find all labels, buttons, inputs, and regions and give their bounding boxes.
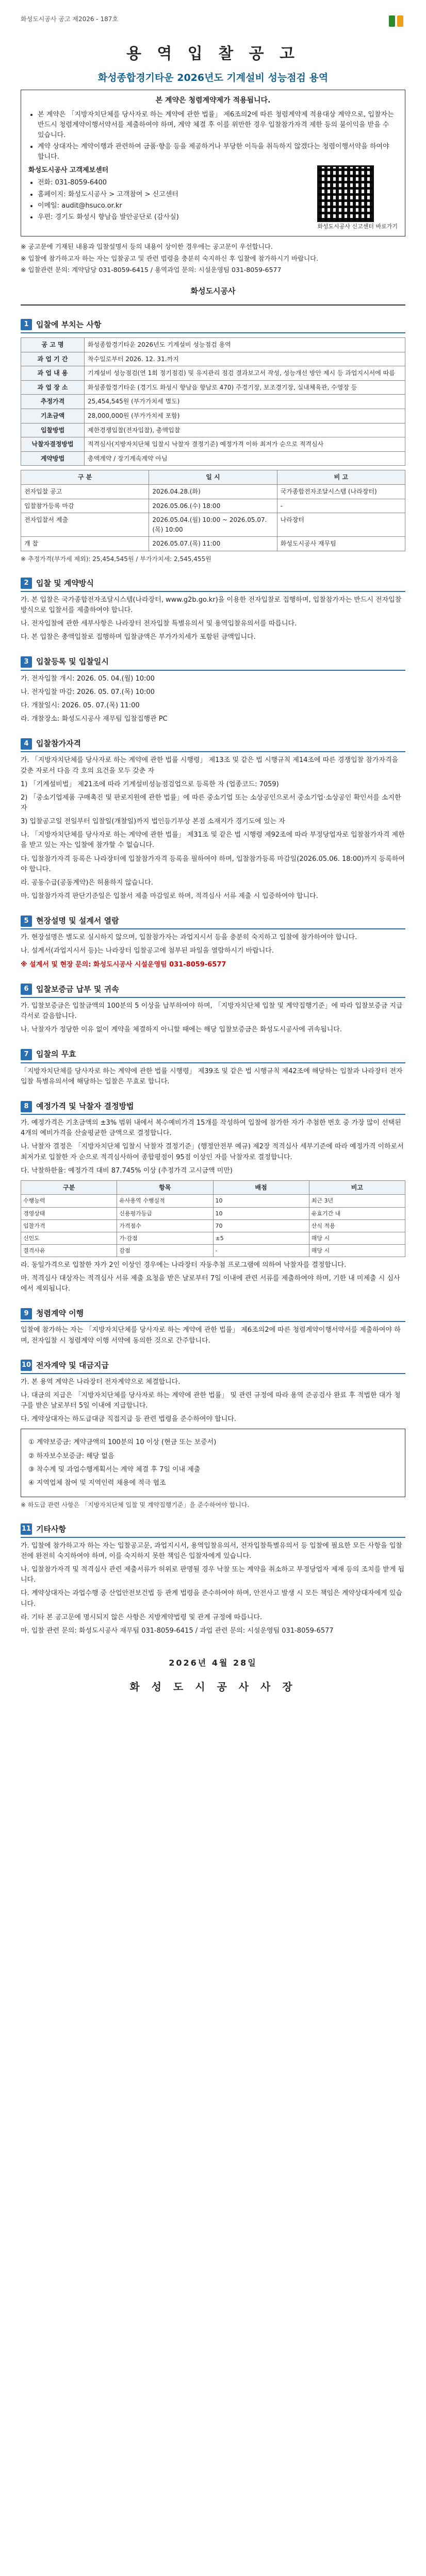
contract-item: ① 계약보증금: 계약금액의 100분의 10 이상 (현금 또는 보증서) (28, 1438, 217, 1447)
intro-notes (21, 242, 405, 275)
table-row (21, 1207, 405, 1219)
contract-note: ※ 하도급 관련 사항은 「지방자치단체 입찰 및 계약집행기준」을 준수하여야 합니다. (21, 1501, 250, 1509)
hotline-info (28, 165, 310, 225)
hotline-item: • 우편: 경기도 화성시 향남읍 발안공단로 (감사실) (38, 212, 310, 223)
section-heading (21, 656, 405, 670)
row-key: 공 고 명 (21, 338, 85, 352)
column-header: 비고 (309, 1180, 405, 1195)
paragraph: 나. 낙찰자 결정은 「지방자치단체 입찰시 낙찰자 결정기준」(행정안전부 예규) 제2장 적격심사 세부기준에 따라 예정가격 이하로서 최저가로 입찰한 자 순으로 적격심사하여 종합평점이 95점 이상인 자를 낙찰자로 결정합니다. (21, 1143, 404, 1161)
table-row (21, 499, 405, 513)
section-heading (21, 578, 405, 592)
paragraph: 가. 현장설명은 별도로 실시하지 않으며, 입찰참가자는 과업지시서 등을 충분히 숙지하고 입찰에 참가하여야 합니다. (21, 934, 357, 942)
paragraph: 가. 예정가격은 기초금액의 ±3% 범위 내에서 복수예비가격 15개를 작성하여 입찰에 참가한 자가 추첨한 번호 중 가장 많이 선택된 4개의 예비가격을 산술평균한 금액으로 결정합니다. (21, 1119, 401, 1138)
paragraph: 다. 입찰참가자격 등록은 나라장터에 입찰참가자격 등록을 필하여야 하며, 입찰참가등록 마감일(2026.05.06. 18:00)까지 등록하여야 합니다. (21, 855, 405, 873)
table-row (21, 1244, 405, 1257)
paragraph: 마. 입찰 관련 문의: 화성도시공사 재무팀 031-8059-6415 / 과업 관련 문의: 시설운영팀 031-8059-6577 (21, 1626, 334, 1635)
table-row (21, 380, 405, 395)
row-value: 적격심사(지방자치단체 입찰시 낙찰자 결정기준) 예정가격 이하 최저가 순으로 적격심사 (85, 437, 405, 452)
section-number: 1 (21, 319, 32, 330)
row-key: 과 업 기 간 (21, 352, 85, 366)
section-5 (21, 915, 405, 970)
paragraph: 나. 전자입찰에 관한 세부사항은 나라장터 전자입찰 특별유의서 및 용역입찰유의서를 따릅니다. (21, 620, 297, 628)
intro-note: ※ 입찰관련 문의: 계약담당 031-8059-6415 / 용역과업 문의: 시설운영팀 031-8059-6577 (21, 266, 282, 274)
integrity-box (21, 90, 405, 236)
section-title: 입찰의 무효 (36, 1049, 76, 1059)
section-title: 기타사항 (36, 1524, 66, 1534)
cell: 신용평가등급 (117, 1207, 213, 1219)
row-value: 착수일로부터 2026. 12. 31.까지 (85, 352, 405, 366)
section-number: 9 (21, 1308, 32, 1319)
table-row (21, 537, 405, 551)
section-title: 예정가격 및 낙찰자 결정방법 (36, 1101, 134, 1111)
column-header: 비 고 (277, 470, 405, 485)
section-number: 10 (21, 1360, 32, 1371)
section-title: 청렴계약 이행 (36, 1309, 84, 1318)
cell: 전자입찰 공고 (21, 484, 149, 499)
cell: 2026.05.04.(월) 10:00 ~ 2026.05.07.(목) 10:00 (149, 513, 277, 537)
section-number: 7 (21, 1049, 32, 1060)
column-header: 구 분 (21, 470, 149, 485)
section-title: 전자계약 및 대금지급 (36, 1360, 109, 1370)
cell: 유효기간 내 (309, 1207, 405, 1219)
paragraph: 다. 계약상대자는 과업수행 중 산업안전보건법 등 관계 법령을 준수하여야 하며, 안전사고 발생 시 모든 책임은 계약상대자에게 있습니다. (21, 1589, 402, 1608)
section-heading (21, 1523, 405, 1538)
qr-code-icon[interactable] (317, 165, 374, 222)
hotline-item: • 홈페이지: 화성도시공사 > 고객참여 > 신고센터 (38, 190, 310, 200)
section-heading (21, 1100, 405, 1115)
paragraph: 나. 설계서(과업지시서 등)는 나라장터 입찰공고에 첨부된 파일을 열람하시기 바랍니다. (21, 947, 274, 955)
section-number: 3 (21, 656, 32, 668)
qr-caption: 화성도시공사 신고센터 바로가기 (317, 223, 398, 230)
org-name: 화성도시공사 (190, 286, 236, 296)
section-6 (21, 984, 405, 1036)
row-value: 25,454,545원 (부가가치세 별도) (85, 395, 405, 409)
section-10 (21, 1360, 405, 1510)
hotline-title: 화성도시공사 고객제보센터 (28, 166, 109, 175)
notice-subtitle: 화성종합경기타운 2026년도 기계설비 성능점검 용역 (97, 72, 329, 83)
section-heading (21, 915, 405, 929)
section-7 (21, 1048, 405, 1087)
price-note: ※ 추정가격(부가세 제외): 25,454,545원 / 부가가치세: 2,545,455원 (21, 555, 211, 563)
notice-title: 용 역 입 찰 공 고 (126, 45, 300, 63)
paragraph: 가. 본 용역 계약은 나라장터 전자계약으로 체결합니다. (21, 1378, 181, 1386)
paragraph: 가. 본 입찰은 국가종합전자조달시스템(나라장터, www.g2b.go.kr)을 이용한 전자입찰로 집행하며, 입찰참가자는 반드시 전자입찰 방식으로 입찰서를 제출하여야 합니다. (21, 596, 402, 614)
table-header-row (21, 1180, 405, 1195)
section-title: 입찰보증금 납부 및 귀속 (36, 984, 119, 994)
cell: 2026.05.07.(목) 11:00 (149, 537, 277, 551)
section-heading (21, 319, 405, 333)
row-value: 28,000,000원 (부가가치세 포함) (85, 409, 405, 423)
cell: 개 찰 (21, 537, 149, 551)
section-heading (21, 738, 405, 752)
integrity-list (28, 110, 398, 163)
row-key: 계약방법 (21, 451, 85, 466)
logo-mark-icon (388, 14, 405, 28)
cell: 70 (213, 1219, 309, 1232)
intro-note: ※ 입찰에 참가하고자 하는 자는 입찰공고 및 관련 법령을 충분히 숙지하신 후 입찰에 참가하시기 바랍니다. (21, 254, 319, 262)
top-bar (21, 14, 405, 28)
paragraph: 다. 낙찰하한율: 예정가격 대비 87.745% 이상 (추정가격 고시금액 미만) (21, 1166, 233, 1175)
contract-box (21, 1429, 405, 1497)
cell: 최근 3년 (309, 1195, 405, 1207)
cell: 화성도시공사 재무팀 (277, 537, 405, 551)
table-row (21, 366, 405, 381)
section-title: 입찰 및 계약방식 (36, 578, 94, 588)
paragraph: 다. 본 입찰은 총액입찰로 집행하며 입찰금액은 부가가치세가 포함된 금액입니다. (21, 633, 256, 641)
paragraph: 「지방자치단체를 당사자로 하는 계약에 관한 법률 시행령」 제39조 및 같은 법 시행규칙 제42조에 해당하는 입찰과 나라장터 전자입찰 특별유의서에 해당하는 입찰은 무효로 합니다. (21, 1067, 403, 1086)
table-row (21, 423, 405, 437)
paragraph: 나. 낙찰자가 정당한 이유 없이 계약을 체결하지 아니할 때에는 해당 입찰보증금은 화성도시공사에 귀속됩니다. (21, 1026, 342, 1034)
table-row (21, 1232, 405, 1244)
hotline-item: • 이메일: audit@hsuco.or.kr (38, 201, 310, 211)
section-4 (21, 738, 405, 902)
row-key: 과 업 장 소 (21, 380, 85, 395)
cell: 신인도 (21, 1232, 117, 1244)
row-value: 기계설비 성능점검(연 1회 정기점검) 및 유지관리 점검 결과보고서 작성, 성능개선 방안 제시 등 과업지시서에 따름 (85, 366, 405, 381)
section-number: 8 (21, 1101, 32, 1112)
row-key: 입찰방법 (21, 423, 85, 437)
table-row (21, 513, 405, 537)
cell: 전자입찰서 제출 (21, 513, 149, 537)
section-number: 11 (21, 1523, 32, 1535)
contract-item: ③ 착수계 및 과업수행계획서는 계약 체결 후 7일 이내 제출 (28, 1465, 201, 1473)
row-value: 화성종합경기타운 2026년도 기계설비 성능점검 용역 (85, 338, 405, 352)
cell: 2026.04.28.(화) (149, 484, 277, 499)
schedule-item: 라. 개찰장소: 화성도시공사 재무팀 입찰집행관 PC (21, 715, 168, 723)
paragraph: 라. 기타 본 공고문에 명시되지 않은 사항은 지방계약법령 및 관계 규정에 따릅니다. (21, 1613, 263, 1621)
cell: 가격점수 (117, 1219, 213, 1232)
hotline-item: • 전화: 031-8059-6400 (38, 178, 310, 188)
cell: 결격사유 (21, 1244, 117, 1257)
paragraph: ※ 설계서 및 현장 문의: 화성도시공사 시설운영팀 031-8059-6577 (21, 960, 226, 969)
section-heading (21, 984, 405, 998)
paragraph: 가. 입찰보증금은 입찰금액의 100분의 5 이상을 납부하여야 하며, 「지방자치단체 입찰 및 계약집행기준」에 따라 입찰보증금 지급각서로 갈음합니다. (21, 1002, 403, 1021)
row-value: 제한경쟁입찰(전자입찰), 총액입찰 (85, 423, 405, 437)
table-row (21, 484, 405, 499)
section-3 (21, 656, 405, 724)
column-header: 배점 (213, 1180, 309, 1195)
section-1 (21, 319, 405, 564)
table-row (21, 437, 405, 452)
contract-item: ② 하자보수보증금: 해당 없음 (28, 1452, 114, 1460)
cell: 경영상태 (21, 1207, 117, 1219)
contract-item: ④ 지역업체 참여 및 지역인력 채용에 적극 협조 (28, 1479, 166, 1487)
row-key: 낙찰자결정방법 (21, 437, 85, 452)
section-heading (21, 1308, 405, 1322)
paragraph: 나. 입찰참가자격 및 적격심사 관련 제출서류가 허위로 판명될 경우 낙찰 또는 계약을 취소하고 부정당업자 제재 등의 조치를 받게 됩니다. (21, 1566, 405, 1584)
paragraph: 라. 공동수급(공동계약)은 허용하지 않습니다. (21, 878, 153, 887)
cell: - (213, 1244, 309, 1257)
section-number: 2 (21, 578, 32, 589)
integrity-item: • 본 계약은 「지방자치단체를 당사자로 하는 계약에 관한 법률」 제6조의2에 따른 청렴계약제 적용대상 계약으로, 입찰자는 반드시 청렴계약이행서약서를 제출하여야 하며, 계약 체결 후 이를 위반한 경우 입찰참가자격 제한 등의 불이익을 받을 수 있습니다. (38, 110, 398, 141)
cell: 수행능력 (21, 1195, 117, 1207)
table-row (21, 409, 405, 423)
hotline-row (28, 165, 398, 231)
signature: 화 성 도 시 공 사 사 장 (129, 1680, 297, 1693)
table-row (21, 1219, 405, 1232)
table-row (21, 338, 405, 352)
paragraph: 나. 대금의 지급은 「지방자치단체를 당사자로 하는 계약에 관한 법률」 및 관련 규정에 따라 용역 준공검사 완료 후 적법한 대가 청구를 받은 날로부터 5일 이내에 지급합니다. (21, 1392, 401, 1410)
paragraph: 입찰에 참가하는 자는 「지방자치단체를 당사자로 하는 계약에 관한 법률」 제6조의2에 따른 청렴계약이행서약서를 제출하여야 하며, 전자입찰 시 청렴계약 이행 서약에 동의한 것으로 간주합니다. (21, 1326, 401, 1345)
section-8 (21, 1100, 405, 1294)
paragraph: 나. 「지방자치단체를 당사자로 하는 계약에 관한 법률」 제31조 및 같은 법 시행령 제92조에 따라 부정당업자로 입찰참가자격 제한을 받고 있는 자는 입찰에 참가할 수 없습니다. (21, 831, 405, 850)
cell: 국가종합전자조달시스템 (나라장터) (277, 484, 405, 499)
section-title: 입찰참가자격 (36, 739, 81, 749)
paragraph: 마. 입찰참가자격 판단기준일은 입찰서 제출 마감일로 하며, 적격심사 서류 제출 시 입증하여야 합니다. (21, 892, 318, 900)
schedule-item: 가. 전자입찰 개시: 2026. 05. 04.(월) 10:00 (21, 674, 155, 683)
cell: 해당 시 (309, 1232, 405, 1244)
row-key: 과 업 내 용 (21, 366, 85, 381)
cell: 유사용역 수행실적 (117, 1195, 213, 1207)
qr-block[interactable] (317, 165, 398, 231)
paragraph: 마. 적격심사 대상자는 적격심사 서류 제출 요청을 받은 날로부터 7일 이내에 관련 서류를 제출하여야 하며, 기한 내 미제출 시 심사에서 제외됩니다. (21, 1274, 400, 1293)
cell: - (277, 499, 405, 513)
org-logo (388, 14, 405, 28)
cell: 산식 적용 (309, 1219, 405, 1232)
schedule-item: 나. 전자입찰 마감: 2026. 05. 07.(목) 10:00 (21, 688, 155, 696)
table-row (21, 1195, 405, 1207)
evaluation-table (21, 1180, 405, 1257)
notice-date: 2026년 4월 28일 (169, 1658, 257, 1668)
section-title: 현장설명 및 설계서 열람 (36, 916, 119, 926)
column-header: 항목 (117, 1180, 213, 1195)
section-number: 4 (21, 738, 32, 750)
table-header-row (21, 470, 405, 485)
row-value: 화성종합경기타운 (경기도 화성시 향남읍 향남로 470) 주경기장, 보조경기장, 실내체육관, 수영장 등 (85, 380, 405, 395)
table-row (21, 352, 405, 366)
divider (21, 304, 405, 306)
table-row (21, 451, 405, 466)
column-header: 구분 (21, 1180, 117, 1195)
row-value: 총액계약 / 장기계속계약 아님 (85, 451, 405, 466)
cell: 가·감점 (117, 1232, 213, 1244)
table-row (21, 395, 405, 409)
paragraph: 가. 「지방자치단체를 당사자로 하는 계약에 관한 법률 시행령」 제13조 및 같은 법 시행규칙 제14조에 따른 경쟁입찰 참가자격을 갖춘 자로서 다음 각 호의 요건을 모두 갖춘 자 (21, 756, 399, 775)
cell: ±5 (213, 1232, 309, 1244)
section-title: 입찰에 부치는 사항 (36, 319, 102, 329)
row-key: 추정가격 (21, 395, 85, 409)
paragraph: 다. 계약상대자는 하도급대금 직접지급 등 관련 법령을 준수하여야 합니다. (21, 1415, 237, 1423)
hotline-list (28, 178, 310, 223)
row-key: 기초금액 (21, 409, 85, 423)
paragraph: 2) 「중소기업제품 구매촉진 및 판로지원에 관한 법률」에 따른 중소기업 또는 소상공인으로서 중소기업·소상공인 확인서를 소지한 자 (21, 793, 401, 812)
section-number: 6 (21, 984, 32, 995)
intro-note: ※ 공고문에 기재된 내용과 입찰설명서 등의 내용이 상이한 경우에는 공고문이 우선합니다. (21, 243, 273, 251)
section-title: 입찰등록 및 입찰일시 (36, 657, 109, 667)
schedule-table (21, 470, 405, 551)
cell: 2026.05.06.(수) 18:00 (149, 499, 277, 513)
paragraph: 라. 동일가격으로 입찰한 자가 2인 이상인 경우에는 나라장터 자동추첨 프로그램에 의하여 낙찰자를 결정합니다. (21, 1261, 347, 1269)
cell: 10 (213, 1195, 309, 1207)
cell: 10 (213, 1207, 309, 1219)
integrity-item: • 계약 상대자는 계약이행과 관련하여 금품·향응 등을 제공하거나 부당한 이득을 취득하지 않겠다는 청렴이행서약을 하여야 합니다. (38, 142, 398, 162)
column-header: 일 시 (149, 470, 277, 485)
paragraph: 1) 「기계설비법」 제21조에 따라 기계설비성능점검업으로 등록한 자 (업종코드: 7059) (21, 780, 279, 788)
cell: 나라장터 (277, 513, 405, 537)
section-heading (21, 1360, 405, 1374)
notice-number: 화성도시공사 공고 제2026 - 187호 (21, 15, 118, 23)
cell: 감점 (117, 1244, 213, 1257)
schedule-item: 다. 개찰일시: 2026. 05. 07.(목) 11:00 (21, 701, 140, 709)
section-2 (21, 578, 405, 643)
cell: 입찰참가등록 마감 (21, 499, 149, 513)
paragraph: 3) 입찰공고일 전일부터 입찰일(개찰일)까지 법인등기부상 본점 소재지가 경기도에 있는 자 (21, 818, 285, 826)
integrity-box-title: 본 계약은 청렴계약제가 적용됩니다. (155, 96, 271, 105)
overview-table (21, 337, 405, 466)
section-9 (21, 1308, 405, 1346)
cell: 해당 시 (309, 1244, 405, 1257)
section-number: 5 (21, 916, 32, 927)
section-11 (21, 1523, 405, 1636)
section-heading (21, 1048, 405, 1063)
paragraph: 가. 입찰에 참가하고자 하는 자는 입찰공고문, 과업지시서, 용역입찰유의서, 전자입찰특별유의서 등 입찰에 필요한 모든 사항을 입찰 전에 완전히 숙지하여야 하며, 이를 숙지하지 못한 책임은 입찰자에게 있습니다. (21, 1541, 402, 1561)
cell: 입찰가격 (21, 1219, 117, 1232)
